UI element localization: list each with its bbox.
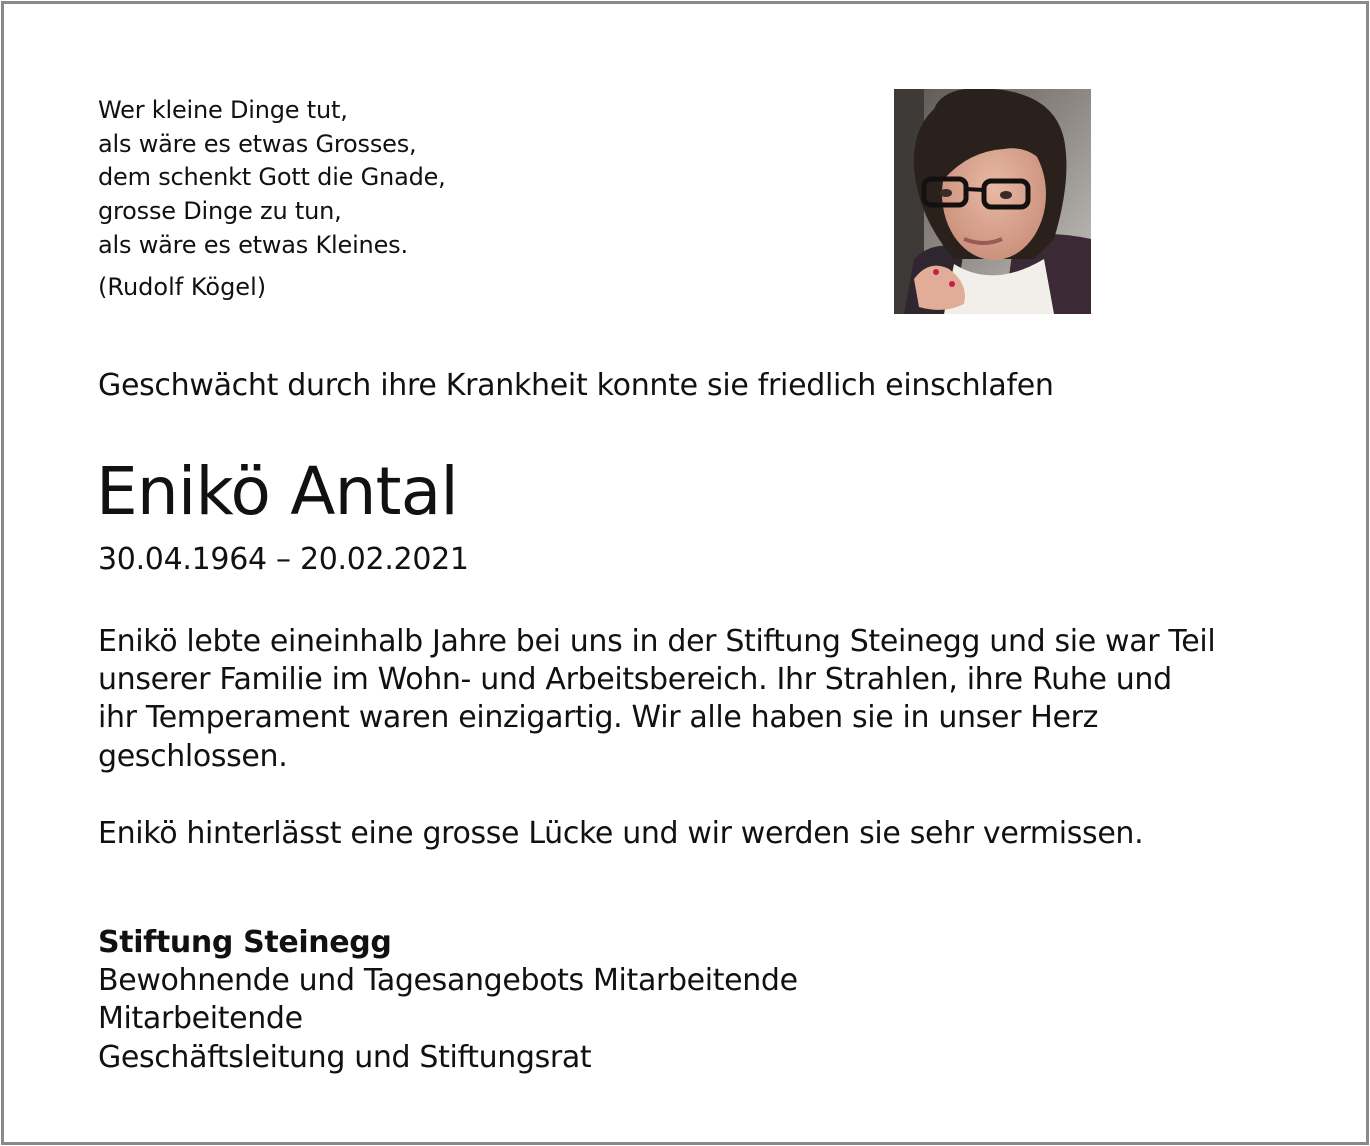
poem [98,94,446,263]
life-dates: 30.04.1964 – 20.02.2021 [98,542,469,577]
intro-text: Geschwächt durch ihre Krankheit konnte sie friedlich einschlafen [98,368,1054,403]
tribute-line: geschlossen. [98,738,288,774]
signature-line: Geschäftsleitung und Stiftungsrat [98,1039,592,1075]
organization-name: Stiftung Steinegg [98,925,392,960]
signature-line: Bewohnende und Tagesangebots Mitarbeitende [98,963,798,999]
tribute-paragraph [98,623,1288,776]
deceased-name: Enikö Antal [96,453,458,530]
poem-line: als wäre es etwas Kleines. [98,230,408,259]
poem-attribution: (Rudolf Kögel) [98,273,267,301]
tribute-line: unserer Familie im Wohn- und Arbeitsbereich. Ihr Strahlen, ihre Ruhe und [98,662,1172,698]
poem-line: grosse Dinge zu tun, [98,197,342,226]
portrait-photo [894,89,1091,314]
closing-sentence: Enikö hinterlässt eine grosse Lücke und wir werden sie sehr vermissen. [98,816,1144,851]
poem-line: als wäre es etwas Grosses, [98,129,417,158]
signature-line: Mitarbeitende [98,1001,303,1037]
obituary-frame [1,1,1369,1145]
tribute-line: Enikö lebte eineinhalb Jahre bei uns in der Stiftung Steinegg und sie war Teil [98,624,1216,659]
signature-block [98,924,798,1077]
tribute-line: ihr Temperament waren einzigartig. Wir alle haben sie in unser Herz [98,700,1098,736]
poem-line: Wer kleine Dinge tut, [98,96,348,124]
poem-line: dem schenkt Gott die Gnade, [98,163,446,192]
